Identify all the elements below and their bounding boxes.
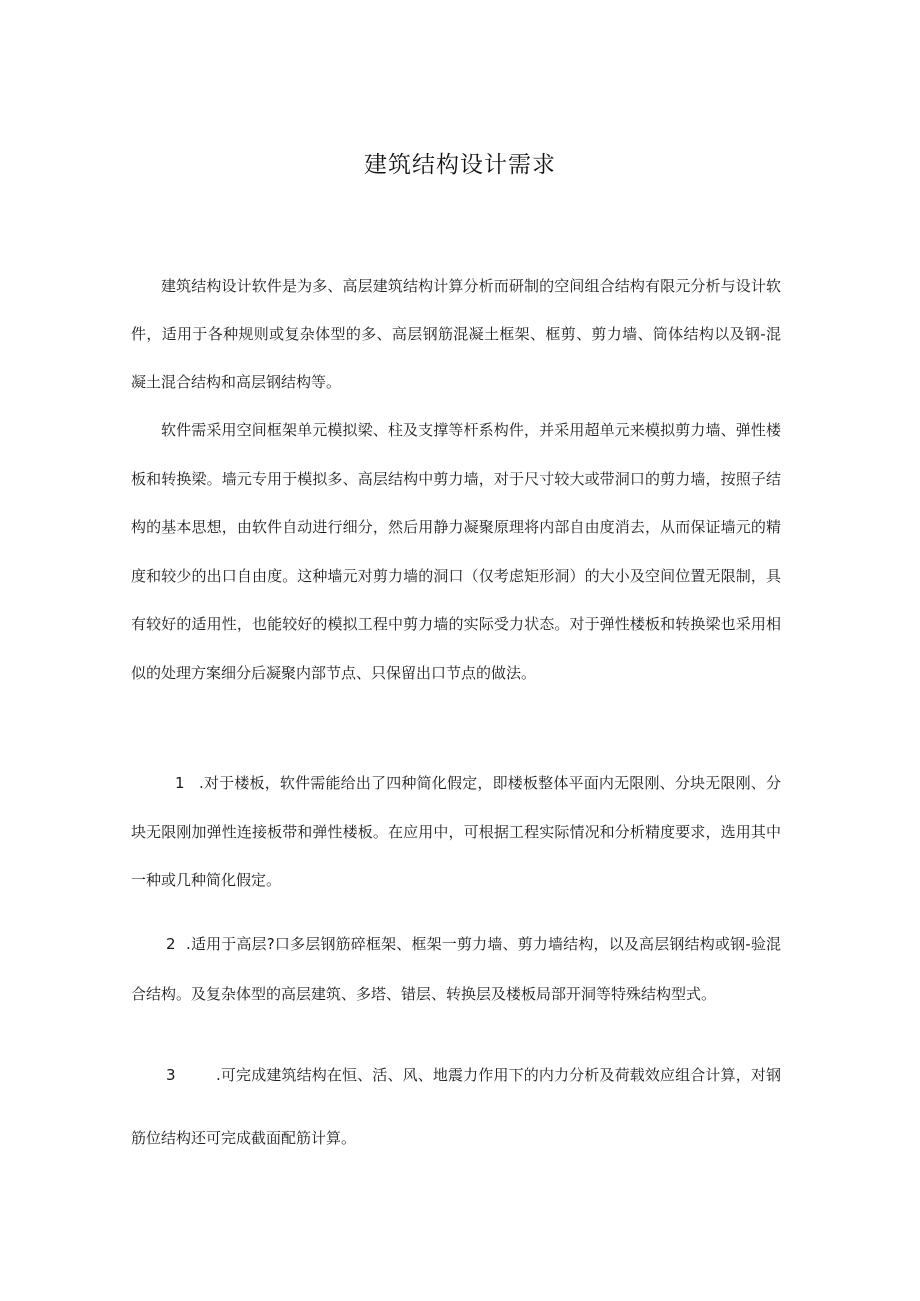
list-item-text: .适用于高层?口多层钢筋碎框架、框架一剪力墙、剪力墙结构，以及高层钢结构或钢-验混合结构。及复杂体型的高层建筑、多塔、错层、转换层及楼板局部开洞等特殊结构型式。 (131, 935, 781, 1003)
paragraph-intro: 建筑结构设计软件是为多、高层建筑结构计算分析而研制的空间组合结构有限元分析与设计软件，适用于各种规则或复杂体型的多、高层钢筋混凝土框架、框剪、剪力墙、筒体结构以及钢-混凝土混合结构和高层钢结构等。 (131, 277, 781, 391)
list-item-1 (131, 759, 781, 905)
list-item-3 (131, 1044, 781, 1170)
list-item-number: 3 (166, 1066, 176, 1084)
list-item-text: .可完成建筑结构在恒、活、风、地震力作用下的内力分析及荷载效应组合计算，对钢筋位结构还可完成截面配筋计算。 (131, 1066, 781, 1147)
list-item-number: 2 (166, 935, 176, 953)
paragraph-elements: 软件需采用空间框架单元模拟梁、柱及支撑等杆系构件，并采用超单元来模拟剪力墙、弹性楼板和转换梁。墙元专用于模拟多、高层结构中剪力墙，对于尺寸较大或带洞口的剪力墙，按照子结构的基本思想，由软件自动进行细分，然后用静力凝聚原理将内部自由度消去，从而保证墙元的精度和较少的出口自由度。这种墙元对剪力墙的洞口（仅考虑矩形洞）的大小及空间位置无限制，具有较好的适用性，也能较好的模拟工程中剪力墙的实际受力状态。对于弹性楼板和转换梁也采用相似的处理方案细分后凝聚内部节点、只保留出口节点的做法。 (131, 421, 781, 682)
list-item-2 (131, 919, 781, 1019)
list-item-number: 1 (175, 774, 185, 792)
document-title: 建筑结构设计需求 (364, 152, 556, 178)
list-item-text: .对于楼板，软件需能给出了四种简化假定，即楼板整体平面内无限刚、分块无限刚、分块无限刚加弹性连接板带和弹性楼板。在应用中，可根据工程实际情况和分析精度要求，选用其中一种或几种简化假定。 (131, 774, 781, 889)
